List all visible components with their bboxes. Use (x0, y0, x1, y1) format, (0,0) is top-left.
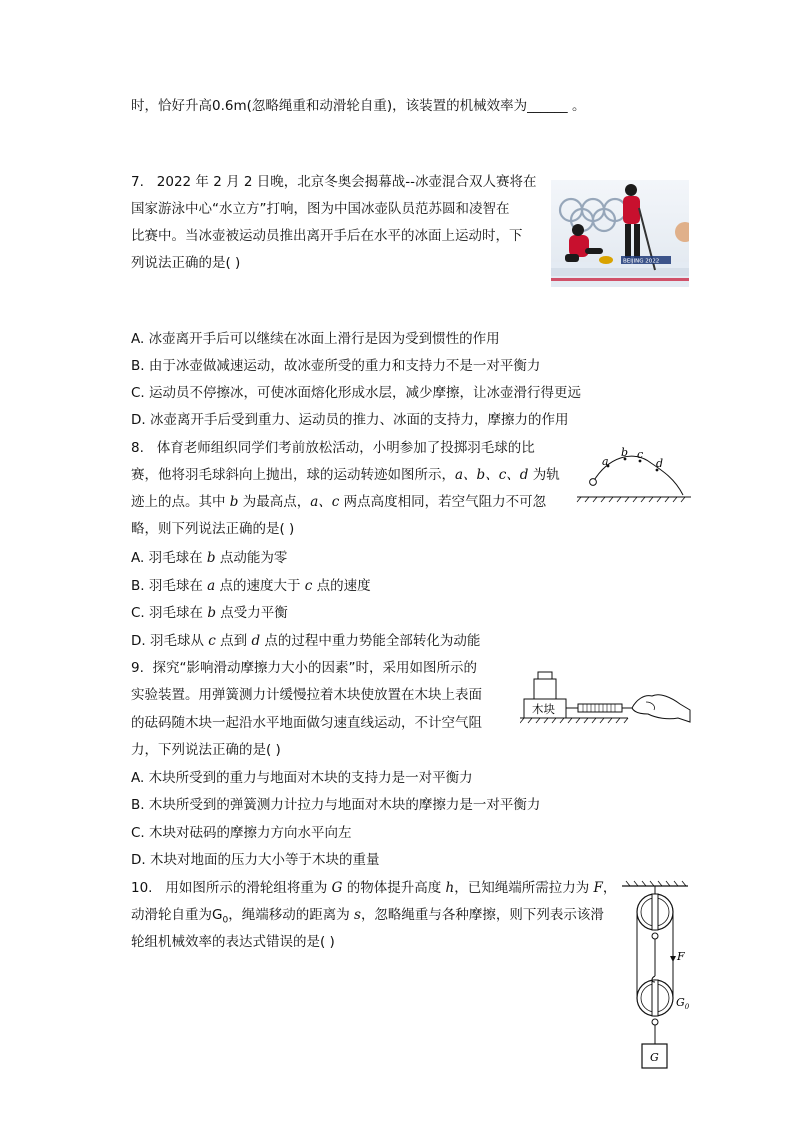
q9-option-a: A. 木块所受到的重力与地面对木块的支持力是一对平衡力 (131, 770, 473, 786)
q7-line-1 (131, 172, 537, 192)
curling-photo-icon (551, 180, 689, 287)
q8-option-a: A. 羽毛球在 b 点动能为零 (131, 550, 288, 566)
q8-text-3c: 两点高度相同，若空气阻力不可忽 (339, 494, 547, 510)
q9-number: 9. (131, 660, 144, 676)
pulley-label-G0: $G_0$ (676, 996, 690, 1011)
load-label-G: G (650, 1051, 659, 1064)
q9-option-d: D. 木块对地面的压力大小等于木块的重量 (131, 852, 380, 868)
q7-number: 7. (131, 174, 144, 190)
q7-line-3: 比赛中。当冰壶被运动员推出离开手后在水平的冰面上运动时，下 (131, 228, 523, 244)
trajectory-label-a: a (602, 455, 609, 468)
q8-vars-abcd: a、b、c、d (455, 467, 529, 483)
q10-line-2: 动滑轮自重为$G_0$，绳端移动的距离为 s，忽略绳重与各种摩擦，则下列表示该滑 (131, 907, 604, 926)
q10-line-1: 10. 用如图所示的滑轮组将重为 G 的物体提升高度 h，已知绳端所需拉力为 F， (131, 880, 617, 896)
q10-number: 10. (131, 880, 153, 896)
q8-vars-ac: a、c (310, 494, 340, 510)
q8-option-d: D. 羽毛球从 c 点到 d 点的过程中重力势能全部转化为动能 (131, 633, 481, 649)
q9-text-1: 探究“影响滑动摩擦力大小的因素”时，采用如图所示的 (152, 660, 477, 676)
q8-text-3b: 为最高点， (238, 494, 311, 510)
trajectory-label-d: d (656, 457, 664, 470)
q8-text-2a: 赛，他将羽毛球斜向上抛出，球的运动转迹如图所示， (131, 467, 455, 483)
trajectory-label-c: c (637, 448, 644, 461)
q10-line-3: 轮组机械效率的表达式错误的是( ) (131, 934, 335, 950)
q8-line-3 (131, 492, 546, 512)
trajectory-label-b: b (621, 446, 629, 459)
q8-option-c: C. 羽毛球在 b 点受力平衡 (131, 605, 288, 621)
q9-line-3: 的砝码随木块一起沿水平地面做匀速直线运动，不计空气阻 (131, 715, 482, 731)
q8-line-4: 略，则下列说法正确的是( ) (131, 521, 295, 537)
photo-banner-text: BEIJING 2022 (623, 258, 660, 265)
q8-var-b: b (229, 494, 239, 510)
q8-option-b: B. 羽毛球在 a 点的速度大于 c 点的速度 (131, 578, 371, 594)
q7-option-a: A. 冰壶离开手后可以继续在冰面上滑行是因为受到惯性的作用 (131, 331, 500, 347)
q7-option-b: B. 由于冰壶做减速运动，故冰壶所受的重力和支持力不是一对平衡力 (131, 358, 541, 374)
friction-experiment-figure (520, 662, 695, 734)
q7-line-4: 列说法正确的是( ) (131, 255, 241, 271)
q8-number: 8. (131, 440, 144, 456)
q9-option-c: C. 木块对砝码的摩擦力方向水平向左 (131, 825, 352, 841)
block-label: 木块 (532, 702, 555, 716)
badminton-trajectory-figure (573, 445, 695, 505)
q8-line-2 (131, 465, 560, 485)
q9-line-1 (131, 658, 477, 678)
q9-option-b: B. 木块所受到的弹簧测力计拉力与地面对木块的摩擦力是一对平衡力 (131, 797, 541, 813)
q7-option-d: D. 冰壶离开手后受到重力、运动员的推力、冰面的支持力，摩擦力的作用 (131, 412, 569, 428)
q7-text-1: 2022 年 2 月 2 日晚，北京冬奥会揭幕战--冰壶混合双人赛将在 (156, 174, 537, 190)
q9-line-4: 力，下列说法正确的是( ) (131, 742, 281, 758)
q8-text-1: 体育老师组织同学们考前放松活动，小明参加了投掷羽毛球的比 (156, 440, 535, 456)
q8-line-1 (131, 438, 535, 458)
q8-text-2b: 为轨 (528, 467, 560, 483)
q7-line-2: 国家游泳中心“水立方”打响，图为中国冰壶队员范苏圆和凌智在 (131, 201, 510, 217)
pulley-system-figure (618, 880, 694, 1072)
q7-option-c: C. 运动员不停擦冰，可使冰面熔化形成水层，减少摩擦，让冰壶滑行得更远 (131, 385, 582, 401)
q9-line-2: 实验装置。用弹簧测力计缓慢拉着木块使放置在木块上表面 (131, 687, 482, 703)
q8-text-3a: 迹上的点。其中 (131, 494, 230, 510)
pulley-label-F: F (677, 950, 685, 963)
curling-photo (551, 180, 689, 287)
continued-question-line: 时，恰好升高0.6m(忽略绳重和动滑轮自重)，该装置的机械效率为______ 。 (131, 98, 586, 114)
